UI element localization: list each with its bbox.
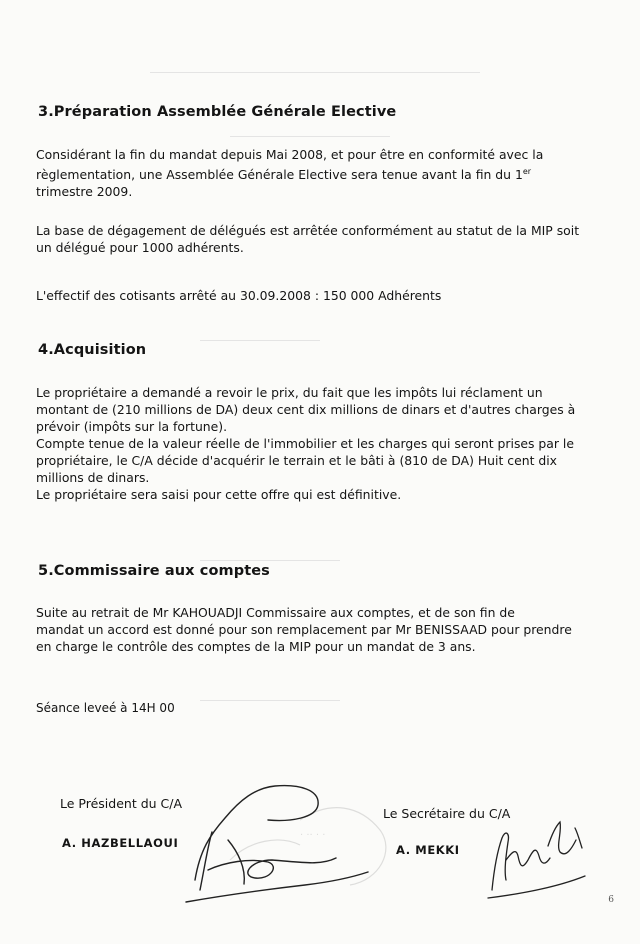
text-line: Le propriétaire a demandé a revoir le prix, du fait que les impôts lui réclament un	[36, 385, 543, 400]
section-5-heading: 5.Commissaire aux comptes	[38, 563, 270, 579]
section-3-heading: 3.Préparation Assemblée Générale Elective	[38, 104, 397, 120]
text-line: trimestre 2009.	[36, 184, 133, 200]
svg-text:· ·· · ·: · ·· · ·	[300, 830, 326, 841]
text-line: prévoir (impôts sur la fortune).	[36, 419, 228, 434]
text-fragment: règlementation, une Assemblée Générale Elective sera tenue avant la fin du 1	[36, 167, 523, 183]
text-line: Considérant la fin du mandat depuis Mai 2008, et pour être en conformité avec la	[36, 147, 544, 162]
text-line: Séance leveé à 14H 00	[36, 701, 175, 715]
secretary-name: A. MEKKI	[396, 843, 460, 857]
text-line: Le propriétaire sera saisi pour cette offre qui est définitive.	[36, 487, 402, 502]
text-line: millions de dinars.	[36, 470, 150, 485]
text-line: propriétaire, le C/A décide d'acquérir le terrain et le bâti à (810 de DA) Huit cent dix	[36, 453, 558, 468]
secretary-title: Le Secrétaire du C/A	[383, 806, 511, 821]
text-line: Suite au retrait de Mr KAHOUADJI Commissaire aux comptes, et de son fin de	[36, 605, 515, 620]
text-line: en charge le contrôle des comptes de la MIP pour un mandat de 3 ans.	[36, 639, 476, 654]
page-number: 6	[608, 895, 614, 905]
president-title: Le Président du C/A	[60, 796, 183, 811]
superscript: er	[522, 167, 532, 176]
text-line: La base de dégagement de délégués est arrêtée conformément au statut de la MIP soit	[36, 223, 580, 238]
text-line: L'effectif des cotisants arrêté au 30.09.2008 : 150 000 Adhérents	[36, 288, 442, 303]
section-4-heading: 4.Acquisition	[38, 342, 147, 358]
text-line: montant de (210 millions de DA) deux cent dix millions de dinars et d'autres charges à	[36, 402, 576, 417]
text-line: un délégué pour 1000 adhérents.	[36, 240, 244, 255]
text-line: mandat un accord est donné pour son remplacement par Mr BENISSAAD pour prendre	[36, 622, 572, 637]
text-line: Compte tenue de la valeur réelle de l'immobilier et les charges qui seront prises par le	[36, 436, 574, 451]
president-name: A. HAZBELLAOUI	[62, 836, 179, 850]
